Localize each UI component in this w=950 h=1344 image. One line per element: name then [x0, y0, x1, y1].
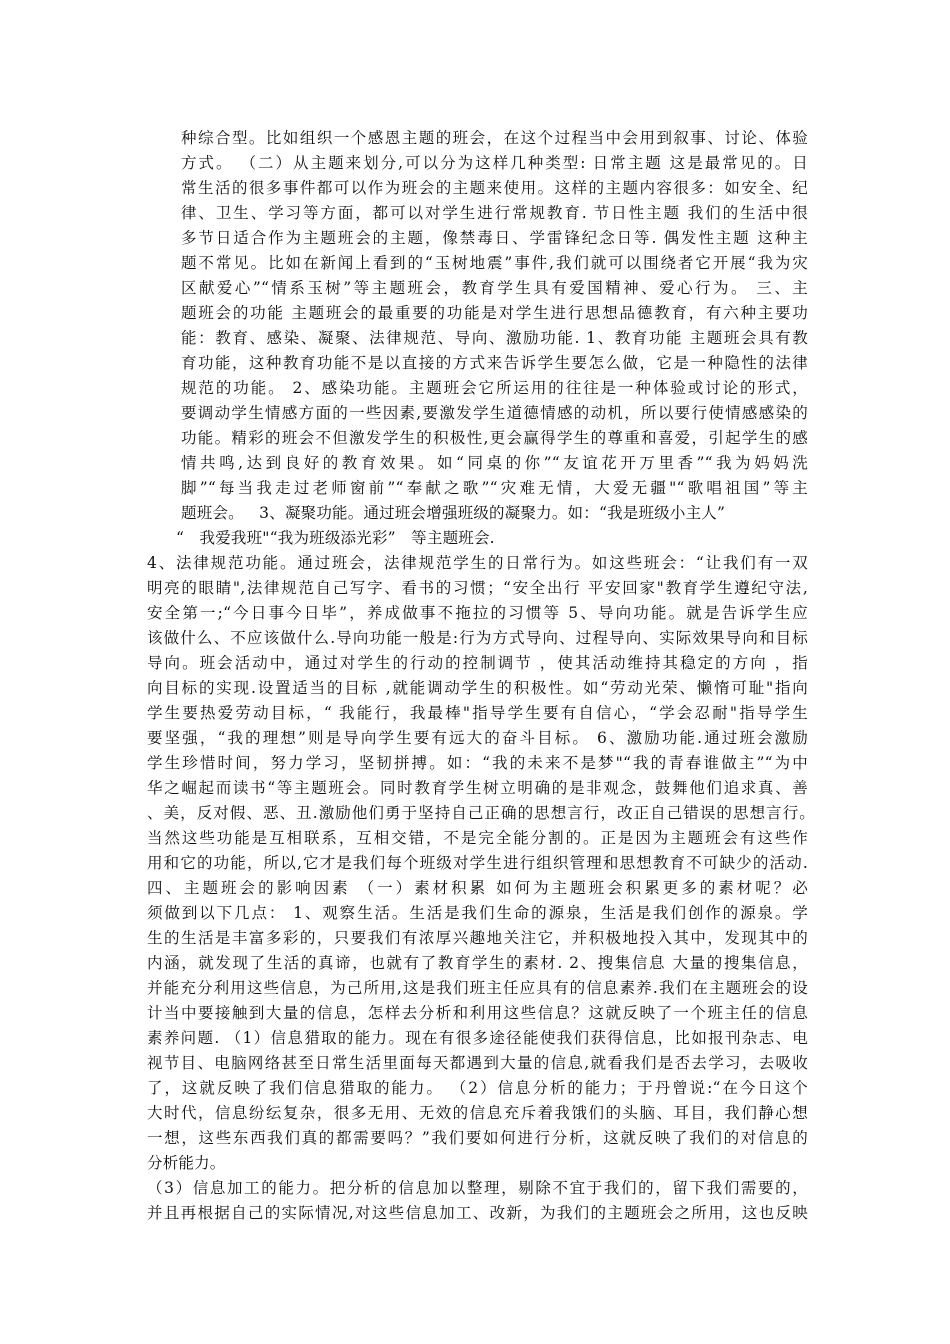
- text-line: 情共鸣,达到良好的教育效果。如“同桌的你”“友谊花开万里香”“我为妈妈洗: [181, 454, 808, 472]
- text-line: 向目标的实现.设置适当的目标 ,就能调动学生的积极性。如“劳动光荣、懒惰可耻"指向: [147, 679, 808, 697]
- text-line: （3）信息加工的能力。把分析的信息加以整理，剔除不宜于我们的，留下我们需要的，: [147, 1179, 808, 1197]
- text-line: 题班会。 3、凝聚功能。通过班会增强班级的凝聚力。如：“我是班级小主人”: [181, 504, 726, 522]
- text-line: 用和它的功能，所以,它才是我们每个班级对学生进行组织管理和思想教育不可缺少的活动.: [147, 854, 808, 872]
- text-line: 一想，这些东西我们真的都需要吗？”我们要如何进行分析，这就反映了我们的对信息的: [147, 1129, 808, 1147]
- text-line: 题班会的功能 主题班会的最重要的功能是对学生进行思想品德教育，有六种主要功: [181, 304, 808, 322]
- text-line: 4、法律规范功能。通过班会，法律规范学生的日常行为。如这些班会：“让我们有一双: [147, 554, 808, 572]
- text-line: 学生要热爱劳动目标，“ 我能行，我最棒"指导学生要有自信心，“学会忍耐"指导学生: [147, 704, 808, 722]
- text-line: 区献爱心”“情系玉树”等主题班会，教育学生具有爱国精神、爱心行为。 三、主: [181, 279, 808, 297]
- text-line: 大时代，信息纷纭复杂，很多无用、无效的信息充斥着我饿们的头脑、耳目，我们静心想: [147, 1104, 808, 1122]
- text-line: 要坚强，“我的理想”则是导向学生要有远大的奋斗目标。 6、激励功能.通过班会激励: [147, 729, 808, 747]
- text-line: 常生活的很多事件都可以作为班会的主题来使用。这样的主题内容很多：如安全、纪: [181, 179, 808, 197]
- text-line: 并且再根据自己的实际情况,对这些信息加工、改新，为我们的主题班会之所用，这也反映: [147, 1204, 808, 1222]
- text-line: 规范的功能。 2、感染功能。主题班会它所运用的往往是一种体验或讨论的形式，: [181, 379, 808, 397]
- text-line: 、美，反对假、恶、丑.激励他们勇于坚持自己正确的思想言行，改正自己错误的思想言行。: [147, 804, 815, 822]
- text-line: 安全第一;“今日事今日毕”，养成做事不拖拉的习惯等 5、导向功能。就是告诉学生应: [147, 604, 808, 622]
- text-line: 分析能力。: [147, 1154, 226, 1172]
- text-line: 华之崛起而读书“等主题班会。同时教育学生树立明确的是非观念，鼓舞他们追求真、善: [147, 779, 808, 797]
- text-line: 方式。 （二）从主题来划分,可以分为这样几种类型: 日常主题 这是最常见的。日: [181, 154, 808, 172]
- text-line: 了，这就反映了我们信息猎取的能力。 （2）信息分析的能力；于丹曾说:“在今日这个: [147, 1079, 808, 1097]
- text-line: 种综合型。比如组织一个感恩主题的班会，在这个过程当中会用到叙事、讨论、体验: [181, 129, 808, 147]
- text-line: 明亮的眼睛",法律规范自己写字、看书的习惯；“安全出行 平安回家"教育学生遵纪守法,: [147, 579, 808, 597]
- text-line: 功能。精彩的班会不但激发学生的积极性,更会赢得学生的尊重和喜爱，引起学生的感: [181, 429, 808, 447]
- text-line: 须做到以下几点： 1、观察生活。生活是我们生命的源泉，生活是我们创作的源泉。学: [147, 904, 808, 922]
- text-line: 要调动学生情感方面的一些因素,要激发学生道德情感的动机，所以要行使情感感染的: [181, 404, 808, 422]
- text-line: 计当中要接触到大量的信息，怎样去分析和利用这些信息？这就反映了一个班主任的信息: [147, 1004, 808, 1022]
- text-line: “ 我爱我班"“我为班级添光彩” 等主题班会.: [176, 529, 495, 547]
- text-line: 导向。班会活动中，通过对学生的行动的控制调节 ，使其活动维持其稳定的方向 ，指: [147, 654, 808, 672]
- text-line: 脚”“每当我走过老师窗前”“奉献之歌”“灾难无情，大爱无疆"“歌唱祖国”等主: [181, 479, 808, 497]
- text-line: 生的生活是丰富多彩的，只要我们有浓厚兴趣地关注它，并积极地投入其中，发现其中的: [147, 929, 808, 947]
- text-line: 当然这些功能是互相联系，互相交错，不是完全能分割的。正是因为主题班会有这些作: [147, 829, 808, 847]
- text-line: 能：教育、感染、凝聚、法律规范、导向、激励功能. 1、教育功能 主题班会具有教: [181, 329, 808, 347]
- text-line: 内涵，就发现了生活的真谛，也就有了教育学生的素材. 2、搜集信息 大量的搜集信息，: [147, 954, 808, 972]
- text-line: 多节日适合作为主题班会的主题，像禁毒日、学雷锋纪念日等. 偶发性主题 这种主: [181, 229, 808, 247]
- text-line: 学生珍惜时间，努力学习，坚韧拼搏。如：“我的未来不是梦"“我的青春谁做主”“为中: [147, 754, 808, 772]
- text-line: 素养问题. （1）信息猎取的能力。现在有很多途径能使我们获得信息，比如报刊杂志、电: [147, 1029, 808, 1047]
- text-line: 育功能，这种教育功能不是以直接的方式来告诉学生要怎么做，它是一种隐性的法律: [181, 354, 808, 372]
- text-line: 视节目、电脑网络甚至日常生活里面每天都遇到大量的信息,就看我们是否去学习，去吸收: [147, 1054, 808, 1072]
- text-line: 该做什么、不应该做什么.导向功能一般是:行为方式导向、过程导向、实际效果导向和目标: [147, 629, 808, 647]
- text-line: 四、主题班会的影响因素 （一）素材积累 如何为主题班会积累更多的素材呢？必: [147, 879, 808, 897]
- text-line: 并能充分利用这些信息，为己所用,这是我们班主任应具有的信息素养.我们在主题班会的设: [147, 979, 808, 997]
- text-line: 律、卫生、学习等方面，都可以对学生进行常规教育. 节日性主题 我们的生活中很: [181, 204, 808, 222]
- text-line: 题不常见。比如在新闻上看到的“玉树地震”事件,我们就可以围绕者它开展“我为灾: [181, 254, 808, 272]
